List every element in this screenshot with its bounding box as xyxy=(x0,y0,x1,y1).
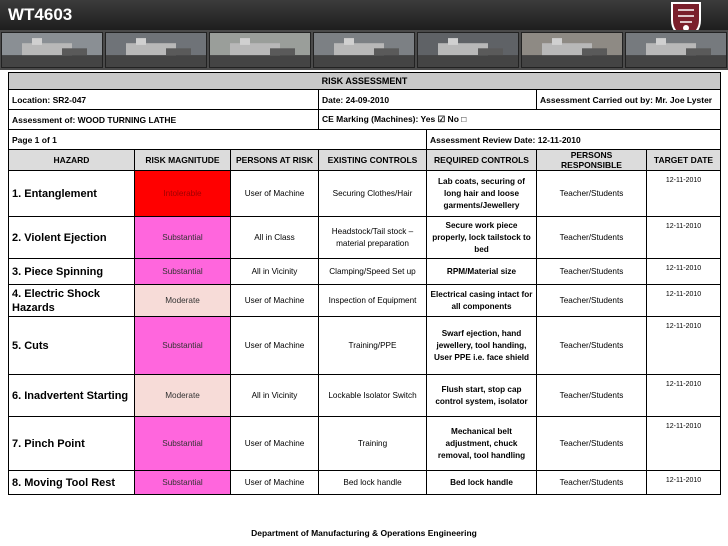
existing-controls-cell: Inspection of Equipment xyxy=(319,285,427,317)
table-row xyxy=(9,217,721,259)
existing-controls-cell: Lockable Isolator Switch xyxy=(319,375,427,417)
persons-responsible-cell: Teacher/Students xyxy=(537,417,647,471)
required-controls-cell: RPM/Material size xyxy=(427,259,537,285)
persons-responsible-cell: Teacher/Students xyxy=(537,285,647,317)
persons-at-risk-cell: User of Machine xyxy=(231,471,319,495)
column-header-existing-controls: EXISTING CONTROLS xyxy=(319,150,427,171)
required-controls-cell: Electrical casing intact for all components xyxy=(427,285,537,317)
persons-responsible-cell: Teacher/Students xyxy=(537,259,647,285)
hazard-cell: 6. Inadvertent Starting xyxy=(9,375,135,417)
persons-at-risk-cell: All in Class xyxy=(231,217,319,259)
persons-at-risk-cell: User of Machine xyxy=(231,171,319,217)
existing-controls-cell: Bed lock handle xyxy=(319,471,427,495)
persons-at-risk-cell: All in Vicinity xyxy=(231,375,319,417)
persons-responsible-cell: Teacher/Students xyxy=(537,217,647,259)
workshop-photo xyxy=(521,32,623,68)
target-date-cell: 12-11-2010 xyxy=(647,259,721,285)
persons-responsible-cell: Teacher/Students xyxy=(537,171,647,217)
risk-magnitude-cell: Intolerable xyxy=(135,171,231,217)
existing-controls-cell: Clamping/Speed Set up xyxy=(319,259,427,285)
hazard-cell: 1. Entanglement xyxy=(9,171,135,217)
workshop-photo xyxy=(313,32,415,68)
column-header-required-controls: REQUIRED CONTROLS xyxy=(427,150,537,171)
required-controls-cell: Swarf ejection, hand jewellery, tool handing, User PPE i.e. face shield xyxy=(427,317,537,375)
risk-magnitude-cell: Moderate xyxy=(135,285,231,317)
persons-responsible-cell: Teacher/Students xyxy=(537,471,647,495)
hazard-cell: 5. Cuts xyxy=(9,317,135,375)
target-date-cell: 12-11-2010 xyxy=(647,375,721,417)
review-date-field: Assessment Review Date: 12-11-2010 xyxy=(427,130,721,150)
hazard-cell: 2. Violent Ejection xyxy=(9,217,135,259)
ce-marking-field: CE Marking (Machines): Yes ☑ No □ xyxy=(319,110,721,130)
persons-at-risk-cell: User of Machine xyxy=(231,417,319,471)
table-row xyxy=(9,317,721,375)
hazard-cell: 3. Piece Spinning xyxy=(9,259,135,285)
risk-magnitude-cell: Substantial xyxy=(135,317,231,375)
column-header-risk-magnitude: RISK MAGNITUDE xyxy=(135,150,231,171)
required-controls-cell: Secure work piece properly, lock tailstock to bed xyxy=(427,217,537,259)
document-title: RISK ASSESSMENT xyxy=(9,73,721,90)
assessment-subject-field: Assessment of: WOOD TURNING LATHE xyxy=(9,110,319,130)
risk-magnitude-cell: Substantial xyxy=(135,417,231,471)
column-header-target-date: TARGET DATE xyxy=(647,150,721,171)
persons-at-risk-cell: All in Vicinity xyxy=(231,259,319,285)
table-row xyxy=(9,375,721,417)
required-controls-cell: Lab coats, securing of long hair and loose garments/Jewellery xyxy=(427,171,537,217)
required-controls-cell: Mechanical belt adjustment, chuck removal, tool handling xyxy=(427,417,537,471)
existing-controls-cell: Training/PPE xyxy=(319,317,427,375)
risk-assessment-table xyxy=(8,72,721,495)
table-row xyxy=(9,285,721,317)
table-row xyxy=(9,171,721,217)
workshop-photo xyxy=(1,32,103,68)
table-row xyxy=(9,259,721,285)
persons-at-risk-cell: User of Machine xyxy=(231,285,319,317)
risk-magnitude-cell: Substantial xyxy=(135,259,231,285)
workshop-photo xyxy=(625,32,727,68)
assessor-field: Assessment Carried out by: Mr. Joe Lyster xyxy=(537,90,721,110)
column-header-persons-at-risk: PERSONS AT RISK xyxy=(231,150,319,171)
existing-controls-cell: Headstock/Tail stock – material preparation xyxy=(319,217,427,259)
workshop-photo xyxy=(417,32,519,68)
target-date-cell: 12-11-2010 xyxy=(647,317,721,375)
existing-controls-cell: Training xyxy=(319,417,427,471)
title-bar xyxy=(0,0,728,30)
persons-responsible-cell: Teacher/Students xyxy=(537,317,647,375)
risk-magnitude-cell: Substantial xyxy=(135,471,231,495)
target-date-cell: 12-11-2010 xyxy=(647,471,721,495)
hazard-cell: 7. Pinch Point xyxy=(9,417,135,471)
department-footer: Department of Manufacturing & Operations Engineering xyxy=(251,528,477,538)
table-row xyxy=(9,417,721,471)
required-controls-cell: Bed lock handle xyxy=(427,471,537,495)
location-field: Location: SR2-047 xyxy=(9,90,319,110)
table-row xyxy=(9,471,721,495)
target-date-cell: 12-11-2010 xyxy=(647,171,721,217)
column-header-persons-responsible: PERSONS RESPONSIBLE xyxy=(537,150,647,171)
target-date-cell: 12-11-2010 xyxy=(647,217,721,259)
column-header-hazard: HAZARD xyxy=(9,150,135,171)
workshop-photo xyxy=(209,32,311,68)
hazard-cell: 4. Electric Shock Hazards xyxy=(9,285,135,317)
target-date-cell: 12-11-2010 xyxy=(647,285,721,317)
date-field: Date: 24-09-2010 xyxy=(319,90,537,110)
page-indicator: Page 1 of 1 xyxy=(9,130,427,150)
risk-magnitude-cell: Substantial xyxy=(135,217,231,259)
hazard-cell: 8. Moving Tool Rest xyxy=(9,471,135,495)
workshop-photo xyxy=(105,32,207,68)
risk-assessment-sheet xyxy=(8,72,720,512)
table-header-row xyxy=(9,150,721,171)
existing-controls-cell: Securing Clothes/Hair xyxy=(319,171,427,217)
risk-magnitude-cell: Moderate xyxy=(135,375,231,417)
required-controls-cell: Flush start, stop cap control system, isolator xyxy=(427,375,537,417)
persons-at-risk-cell: User of Machine xyxy=(231,317,319,375)
slide-title: WT4603 xyxy=(8,5,73,24)
header-photo-strip xyxy=(0,30,728,70)
persons-responsible-cell: Teacher/Students xyxy=(537,375,647,417)
target-date-cell: 12-11-2010 xyxy=(647,417,721,471)
